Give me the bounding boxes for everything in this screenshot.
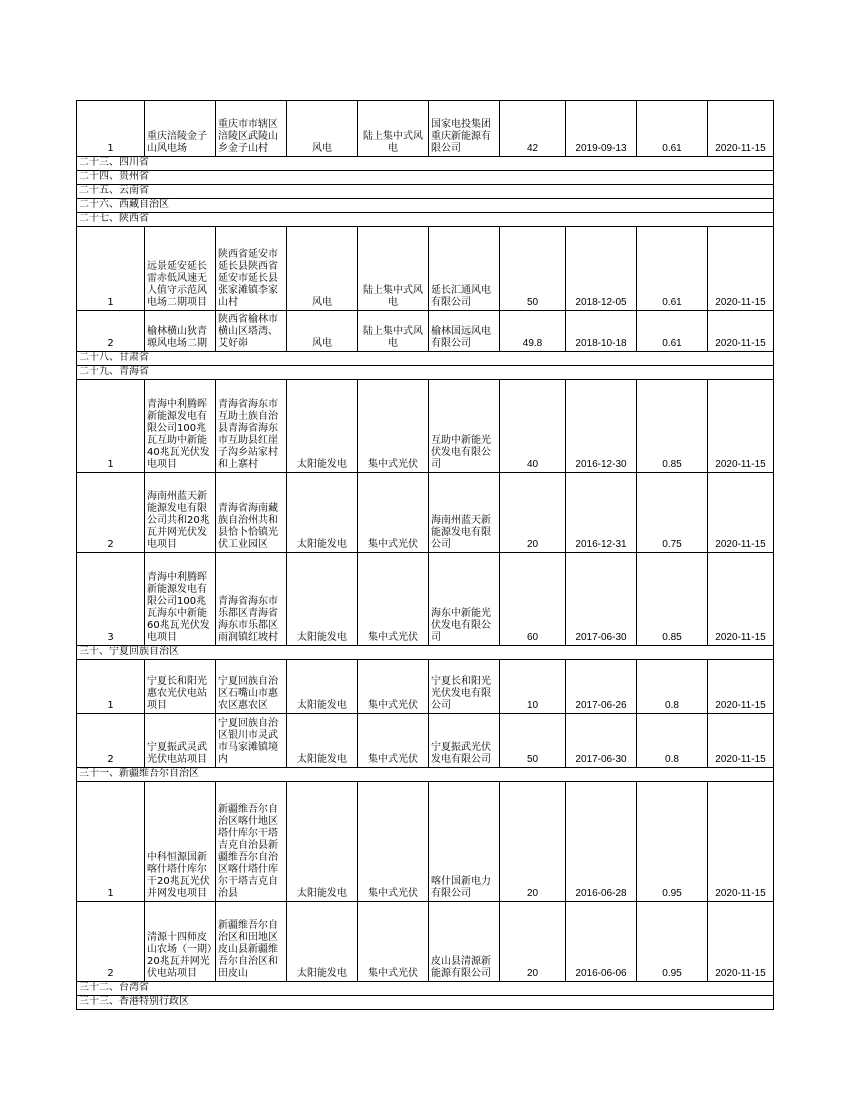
publish-date-cell: 2020-11-15	[708, 660, 774, 714]
province-label: 二十五、云南省	[77, 185, 774, 199]
mode-cell: 集中式光伏	[358, 473, 429, 553]
province-label: 二十八、甘肃省	[77, 352, 774, 366]
owner-cell: 海南州蓝天新能源发电有限公司	[429, 473, 500, 553]
mode-cell: 集中式光伏	[358, 660, 429, 714]
capacity-cell: 60	[500, 553, 566, 646]
table-row	[77, 660, 774, 714]
category-cell: 风电	[287, 101, 358, 157]
project-name-cell: 宁夏长和阳光惠农光伏电站项目	[145, 660, 216, 714]
location-cell: 新疆维吾尔自治区和田地区皮山县新疆维吾尔自治区和田皮山	[216, 902, 287, 982]
category-cell: 太阳能发电	[287, 380, 358, 473]
owner-cell: 海东中新能光伏发电有限公司	[429, 553, 500, 646]
row-number: 1	[77, 660, 145, 714]
publish-date-cell: 2020-11-15	[708, 473, 774, 553]
row-number: 1	[77, 380, 145, 473]
province-header-row	[77, 213, 774, 227]
province-label: 三十三、香港特别行政区	[77, 996, 774, 1010]
date-cell: 2016-06-06	[566, 902, 637, 982]
price-cell: 0.85	[637, 553, 708, 646]
province-header-row	[77, 768, 774, 782]
project-name-cell: 中科恒源国新喀什塔什库尔干20兆瓦光伏并网发电项目	[145, 782, 216, 902]
price-cell: 0.8	[637, 714, 708, 768]
table-row	[77, 227, 774, 311]
project-name-cell: 海南州蓝天新能源发电有限公司共和20兆瓦并网光伏发电项目	[145, 473, 216, 553]
price-cell: 0.75	[637, 473, 708, 553]
project-name-cell: 榆林横山狄青塬风电场二期	[145, 311, 216, 352]
province-label: 三十、宁夏回族自治区	[77, 646, 774, 660]
owner-cell: 皮山县清源新能源有限公司	[429, 902, 500, 982]
project-name-cell: 青海中利腾晖新能源发电有限公司100兆瓦海东中新能60兆瓦光伏发电项目	[145, 553, 216, 646]
province-header-row	[77, 185, 774, 199]
mode-cell: 集中式光伏	[358, 380, 429, 473]
province-header-row	[77, 996, 774, 1010]
row-number: 1	[77, 782, 145, 902]
province-header-row	[77, 171, 774, 185]
price-cell: 0.8	[637, 660, 708, 714]
province-label: 二十七、陕西省	[77, 213, 774, 227]
owner-cell: 宁夏振武光伏发电有限公司	[429, 714, 500, 768]
province-header-row	[77, 646, 774, 660]
capacity-cell: 49.8	[500, 311, 566, 352]
location-cell: 宁夏回族自治区银川市灵武市马家滩镇境内	[216, 714, 287, 768]
table-row	[77, 101, 774, 157]
province-header-row	[77, 352, 774, 366]
publish-date-cell: 2020-11-15	[708, 553, 774, 646]
row-number: 2	[77, 311, 145, 352]
category-cell: 太阳能发电	[287, 553, 358, 646]
publish-date-cell: 2020-11-15	[708, 902, 774, 982]
project-table	[76, 100, 774, 1010]
table-row	[77, 380, 774, 473]
price-cell: 0.61	[637, 101, 708, 157]
capacity-cell: 20	[500, 473, 566, 553]
capacity-cell: 50	[500, 714, 566, 768]
row-number: 1	[77, 227, 145, 311]
date-cell: 2018-12-05	[566, 227, 637, 311]
mode-cell: 陆上集中式风电	[358, 101, 429, 157]
table-row	[77, 714, 774, 768]
row-number: 2	[77, 473, 145, 553]
capacity-cell: 50	[500, 227, 566, 311]
project-name-cell: 远景延安延长雷赤低风速无人值守示范风电场二期项目	[145, 227, 216, 311]
owner-cell: 国家电投集团重庆新能源有限公司	[429, 101, 500, 157]
province-header-row	[77, 982, 774, 996]
location-cell: 陕西省延安市延长县陕西省延安市延长县张家滩镇李家山村	[216, 227, 287, 311]
province-label: 三十二、台湾省	[77, 982, 774, 996]
publish-date-cell: 2020-11-15	[708, 782, 774, 902]
category-cell: 风电	[287, 311, 358, 352]
project-name-cell: 青海中利腾晖新能源发电有限公司100兆瓦互助中新能40兆瓦光伏发电项目	[145, 380, 216, 473]
province-label: 二十三、四川省	[77, 157, 774, 171]
date-cell: 2016-12-30	[566, 380, 637, 473]
category-cell: 太阳能发电	[287, 660, 358, 714]
province-label: 二十四、贵州省	[77, 171, 774, 185]
project-name-cell: 重庆涪陵金子山风电场	[145, 101, 216, 157]
date-cell: 2019-09-13	[566, 101, 637, 157]
mode-cell: 集中式光伏	[358, 714, 429, 768]
capacity-cell: 10	[500, 660, 566, 714]
price-cell: 0.61	[637, 311, 708, 352]
location-cell: 青海省海南藏族自治州共和县恰卜恰镇光伏工业园区	[216, 473, 287, 553]
owner-cell: 榆林国远风电有限公司	[429, 311, 500, 352]
date-cell: 2017-06-30	[566, 714, 637, 768]
table-row	[77, 473, 774, 553]
capacity-cell: 20	[500, 902, 566, 982]
row-number: 3	[77, 553, 145, 646]
mode-cell: 陆上集中式风电	[358, 227, 429, 311]
province-label: 二十六、西藏自治区	[77, 199, 774, 213]
owner-cell: 宁夏长和阳光光伏发电有限公司	[429, 660, 500, 714]
publish-date-cell: 2020-11-15	[708, 311, 774, 352]
capacity-cell: 20	[500, 782, 566, 902]
owner-cell: 喀什国新电力有限公司	[429, 782, 500, 902]
table-row	[77, 553, 774, 646]
date-cell: 2016-06-28	[566, 782, 637, 902]
price-cell: 0.61	[637, 227, 708, 311]
location-cell: 陕西省榆林市横山区塔湾、艾好峁	[216, 311, 287, 352]
date-cell: 2017-06-30	[566, 553, 637, 646]
mode-cell: 陆上集中式风电	[358, 311, 429, 352]
table-body	[77, 101, 774, 1010]
capacity-cell: 42	[500, 101, 566, 157]
province-label: 二十九、青海省	[77, 366, 774, 380]
publish-date-cell: 2020-11-15	[708, 227, 774, 311]
table-row	[77, 782, 774, 902]
category-cell: 风电	[287, 227, 358, 311]
owner-cell: 延长汇通风电有限公司	[429, 227, 500, 311]
province-header-row	[77, 199, 774, 213]
province-label: 三十一、新疆维吾尔自治区	[77, 768, 774, 782]
publish-date-cell: 2020-11-15	[708, 380, 774, 473]
publish-date-cell: 2020-11-15	[708, 101, 774, 157]
row-number: 1	[77, 101, 145, 157]
location-cell: 重庆市市辖区涪陵区武陵山乡金子山村	[216, 101, 287, 157]
table-row	[77, 902, 774, 982]
location-cell: 青海省海东市互助土族自治县青海省海东市互助县红崖子沟乡站家村和上寨村	[216, 380, 287, 473]
mode-cell: 集中式光伏	[358, 902, 429, 982]
capacity-cell: 40	[500, 380, 566, 473]
price-cell: 0.95	[637, 902, 708, 982]
location-cell: 青海省海东市乐都区青海省海东市乐都区雨润镇红坡村	[216, 553, 287, 646]
category-cell: 太阳能发电	[287, 782, 358, 902]
location-cell: 宁夏回族自治区石嘴山市惠农区惠农区	[216, 660, 287, 714]
province-header-row	[77, 157, 774, 171]
project-name-cell: 宁夏振武灵武光伏电站项目	[145, 714, 216, 768]
province-header-row	[77, 366, 774, 380]
date-cell: 2016-12-31	[566, 473, 637, 553]
category-cell: 太阳能发电	[287, 473, 358, 553]
date-cell: 2017-06-26	[566, 660, 637, 714]
row-number: 2	[77, 902, 145, 982]
category-cell: 太阳能发电	[287, 714, 358, 768]
mode-cell: 集中式光伏	[358, 782, 429, 902]
price-cell: 0.95	[637, 782, 708, 902]
project-name-cell: 清源十四师皮山农场（一期）20兆瓦并网光伏电站项目	[145, 902, 216, 982]
mode-cell: 集中式光伏	[358, 553, 429, 646]
category-cell: 太阳能发电	[287, 902, 358, 982]
publish-date-cell: 2020-11-15	[708, 714, 774, 768]
table-row	[77, 311, 774, 352]
location-cell: 新疆维吾尔自治区喀什地区塔什库尔干塔吉克自治县新疆维吾尔自治区喀什塔什库尔干塔吉克自治县	[216, 782, 287, 902]
row-number: 2	[77, 714, 145, 768]
price-cell: 0.85	[637, 380, 708, 473]
owner-cell: 互助中新能光伏发电有限公司	[429, 380, 500, 473]
date-cell: 2018-10-18	[566, 311, 637, 352]
